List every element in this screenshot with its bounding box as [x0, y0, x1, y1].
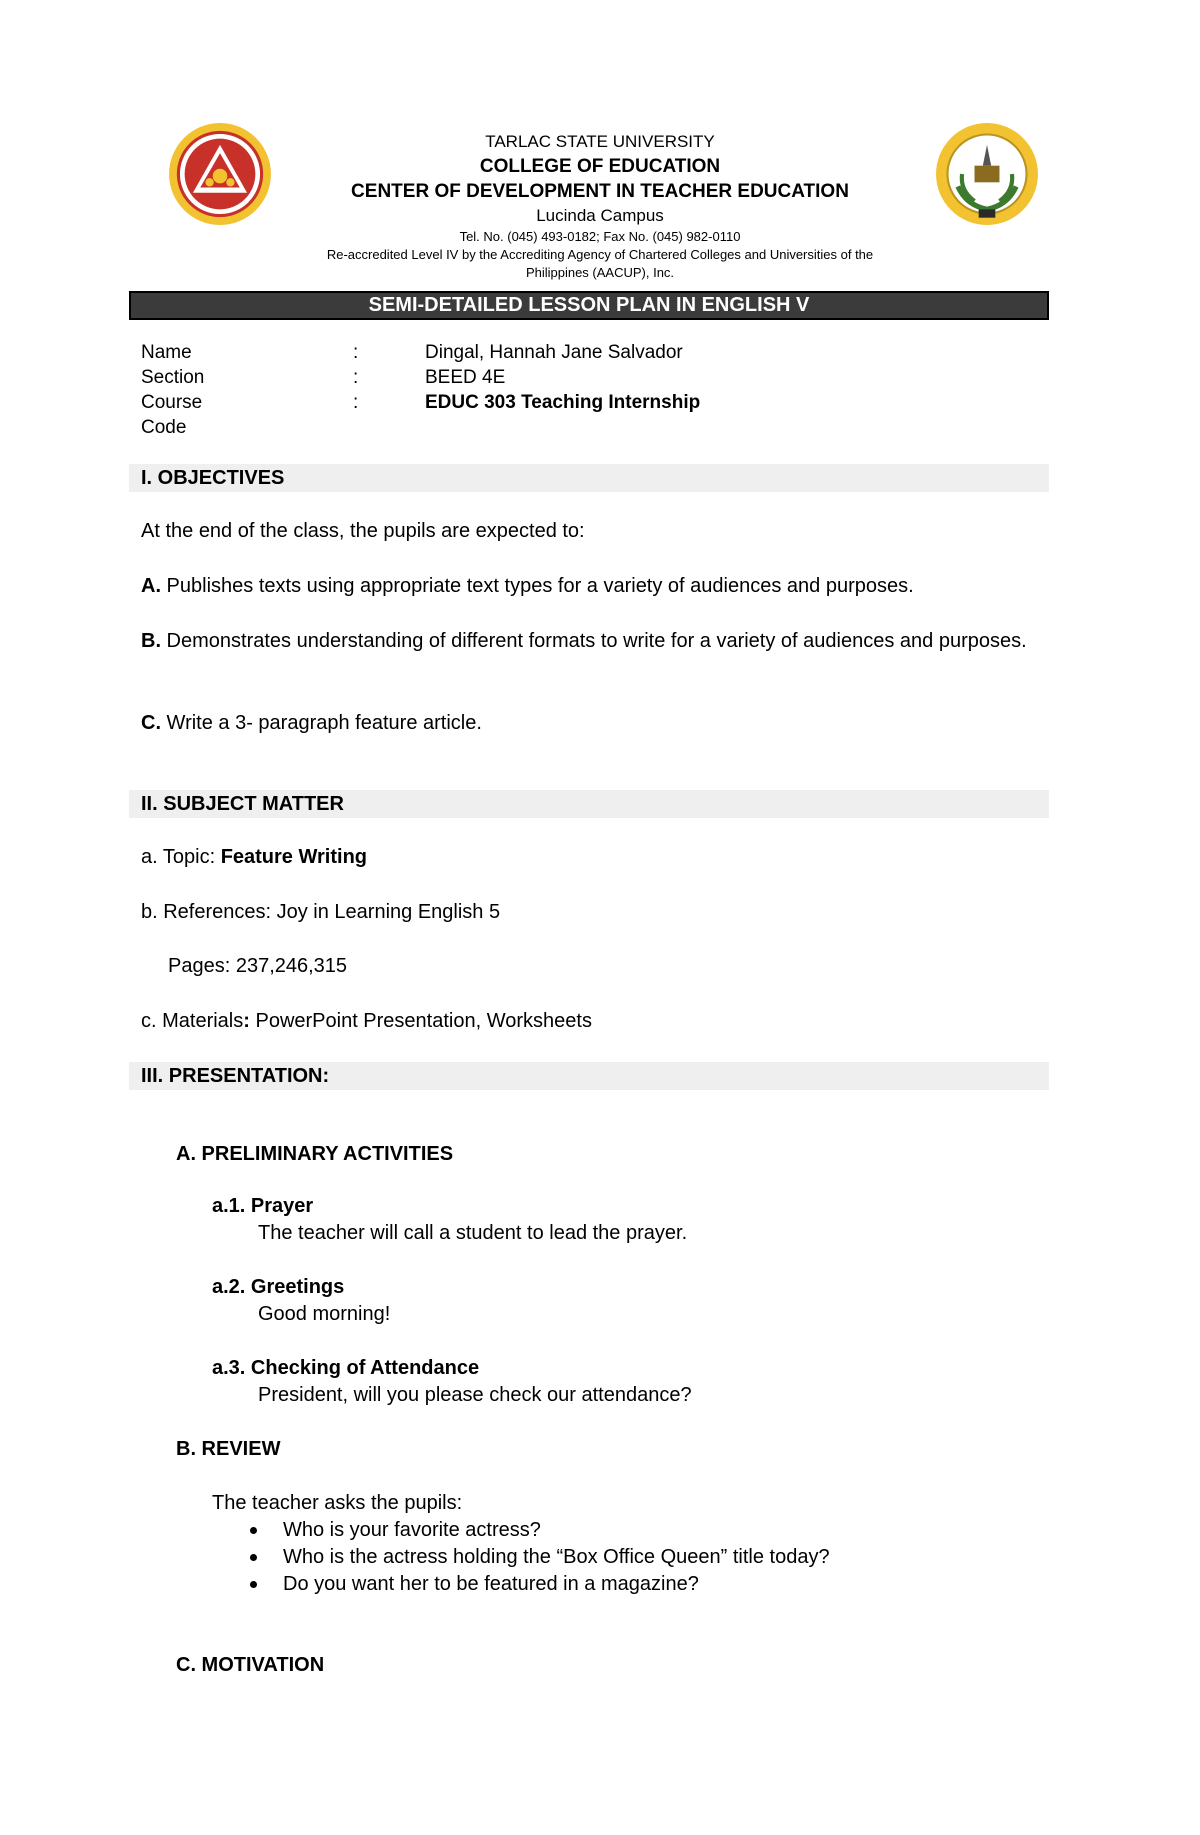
- colon: :: [353, 367, 359, 388]
- topic-value: Feature Writing: [220, 846, 367, 868]
- name-value: Dingal, Hannah Jane Salvador: [425, 342, 683, 363]
- objective-c: [141, 710, 482, 737]
- objectives-intro: At the end of the class, the pupils are expected to:: [141, 520, 585, 542]
- attendance-title: a.3. Checking of Attendance: [212, 1357, 480, 1379]
- objective-letter: C.: [141, 712, 161, 734]
- university-name: TARLAC STATE UNIVERSITY: [485, 132, 715, 151]
- objective-text: Write a 3- paragraph feature article.: [161, 712, 482, 734]
- objective-letter: B.: [141, 630, 161, 652]
- materials-colon: :: [243, 1010, 250, 1032]
- objective-b: [141, 628, 1041, 655]
- name-label: Name: [141, 342, 192, 363]
- objective-a: [141, 573, 914, 600]
- accreditation-line-1: Re-accredited Level IV by the Accrediting Agency of Chartered Colleges and Universities of the: [326, 247, 874, 262]
- objective-letter: A.: [141, 575, 161, 597]
- objective-text: Publishes texts using appropriate text types for a variety of audiences and purposes.: [161, 575, 914, 597]
- college-name: COLLEGE OF EDUCATION: [479, 156, 721, 177]
- preliminary-heading: A. PRELIMINARY ACTIVITIES: [176, 1143, 454, 1165]
- colon: :: [353, 392, 359, 413]
- attendance-text: President, will you please check our attendance?: [258, 1384, 692, 1406]
- topic-line: [141, 844, 367, 871]
- accreditation-line-2: Philippines (AACUP), Inc.: [525, 265, 675, 280]
- review-intro: The teacher asks the pupils:: [212, 1492, 463, 1514]
- objective-text: Demonstrates understanding of different formats to write for a variety of audiences and purposes.: [161, 630, 1027, 652]
- prayer-title: a.1. Prayer: [212, 1195, 314, 1217]
- lesson-plan-title: SEMI-DETAILED LESSON PLAN IN ENGLISH V: [129, 291, 1049, 320]
- course-label: Course Code: [141, 392, 203, 438]
- references-line: b. References: Joy in Learning English 5: [141, 901, 501, 923]
- list-item: Who is the actress holding the “Box Office Queen” title today?: [212, 1544, 830, 1571]
- materials-label: c. Materials: [141, 1010, 244, 1032]
- center-name: CENTER OF DEVELOPMENT IN TEACHER EDUCATION: [351, 181, 849, 202]
- motivation-heading: C. MOTIVATION: [176, 1654, 325, 1676]
- materials-value: PowerPoint Presentation, Worksheets: [249, 1010, 592, 1032]
- section-value: BEED 4E: [425, 367, 506, 388]
- colon: :: [353, 342, 359, 363]
- pages-line: Pages: 237,246,315: [168, 955, 348, 977]
- list-item: Do you want her to be featured in a magazine?: [212, 1571, 830, 1598]
- prayer-text: The teacher will call a student to lead the prayer.: [258, 1222, 688, 1244]
- review-questions: [212, 1517, 830, 1598]
- course-value: EDUC 303 Teaching Internship: [425, 392, 701, 413]
- review-heading: B. REVIEW: [176, 1438, 281, 1460]
- section-label: Section: [141, 367, 205, 388]
- objectives-heading: I. OBJECTIVES: [129, 464, 1049, 492]
- contact-line: Tel. No. (045) 493-0182; Fax No. (045) 982-0110: [459, 229, 741, 244]
- campus-name: Lucinda Campus: [536, 206, 664, 225]
- presentation-heading: III. PRESENTATION:: [129, 1062, 1049, 1090]
- subject-matter-heading: II. SUBJECT MATTER: [129, 790, 1049, 818]
- materials-line: [141, 1008, 592, 1035]
- topic-label: a. Topic:: [141, 846, 221, 868]
- institution-header: [240, 130, 960, 282]
- greetings-text: Good morning!: [258, 1303, 391, 1325]
- greetings-title: a.2. Greetings: [212, 1276, 345, 1298]
- list-item: Who is your favorite actress?: [212, 1517, 830, 1544]
